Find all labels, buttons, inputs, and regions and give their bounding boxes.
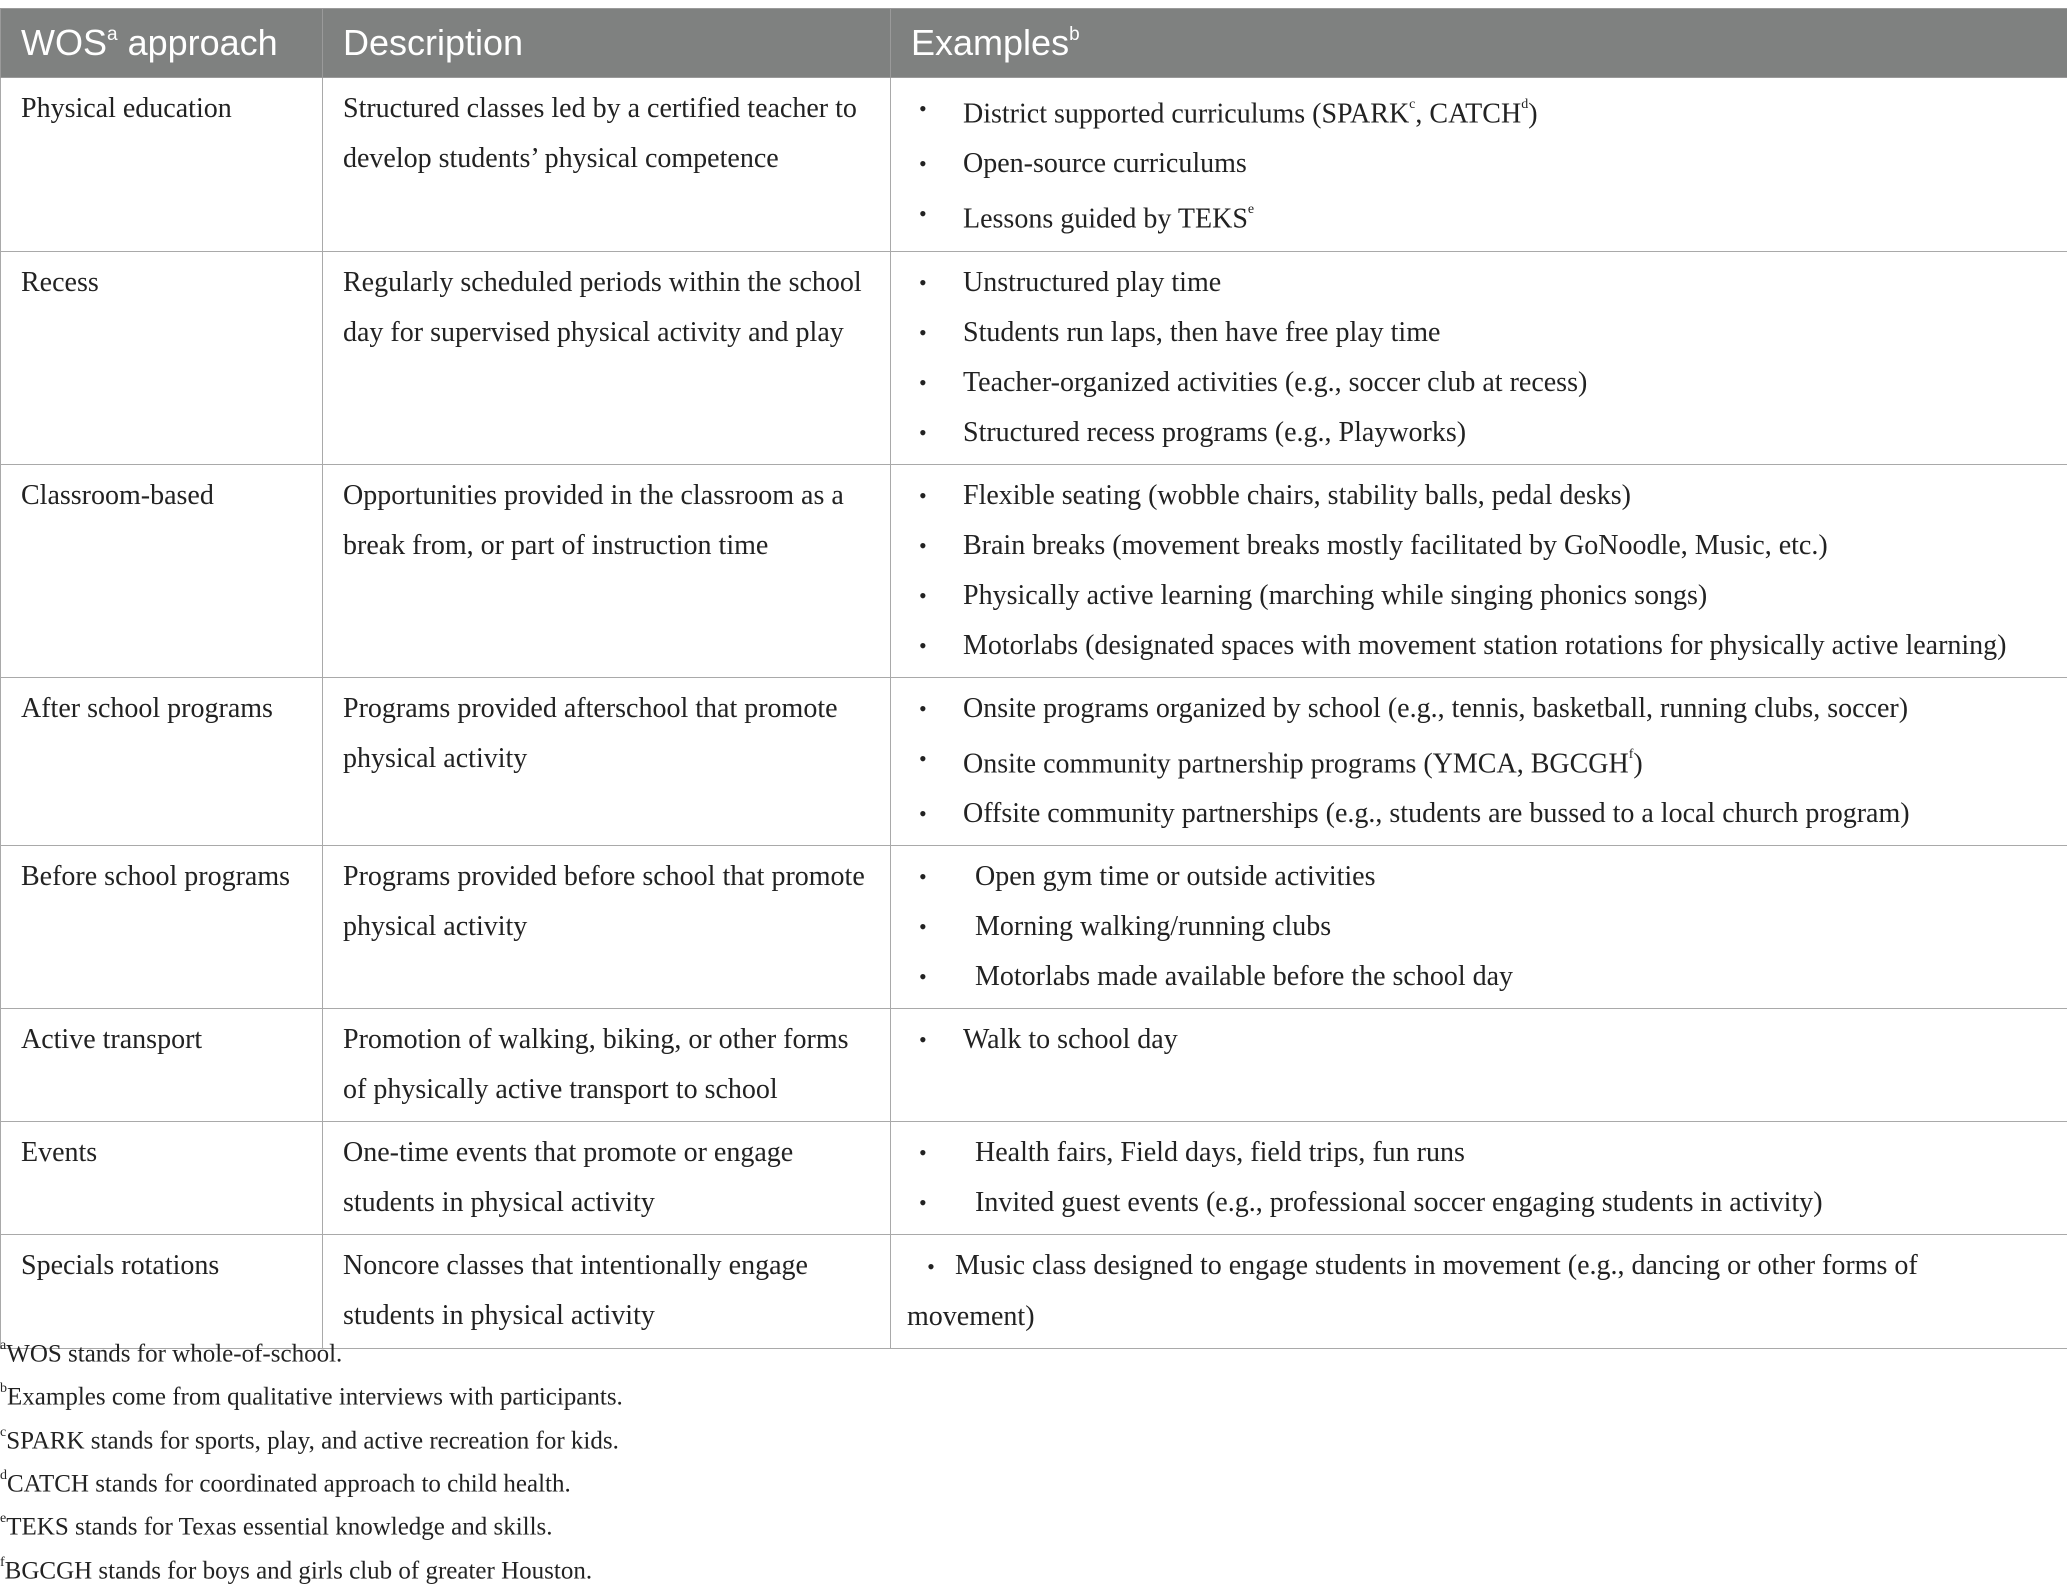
- list-item: • Onsite programs organized by school (e.g., tennis, basketball, running clubs, soccer): [907, 684, 2047, 734]
- table-container: [0, 8, 2067, 1349]
- bullet-icon: •: [919, 84, 927, 134]
- bullet-icon: •: [919, 521, 927, 571]
- bullet-icon: •: [919, 684, 927, 734]
- footnote-mark: a: [107, 24, 118, 45]
- footnotes: [0, 1330, 623, 1590]
- list-item: • Unstructured play time: [907, 258, 2047, 308]
- header-examples: Examples$^b$: [891, 9, 2067, 78]
- list-item: • Morning walking/running clubs: [907, 902, 2047, 952]
- list-item: • Students run laps, then have free play time: [907, 308, 2047, 358]
- bullet-icon: •: [919, 1178, 927, 1228]
- list-item: • Physically active learning (marching while singing phonics songs): [907, 571, 2047, 621]
- bullet-icon: •: [919, 621, 927, 671]
- footnote-mark: d: [0, 1468, 7, 1483]
- footnote-mark: a: [0, 1338, 6, 1353]
- examples-list: [907, 471, 2047, 671]
- examples-cell: [891, 845, 2067, 1008]
- footnote-mark: f: [1629, 747, 1634, 762]
- footnote-mark: d: [1521, 97, 1528, 112]
- examples-cell: [891, 251, 2067, 464]
- header-row: [1, 9, 2067, 78]
- description-cell: Regularly scheduled periods within the school day for supervised physical activity and play: [323, 251, 891, 464]
- examples-list: [907, 258, 2047, 458]
- bullet-icon: •: [919, 902, 927, 952]
- description-cell: Structured classes led by a certified teacher to develop students’ physical competence: [323, 78, 891, 252]
- table-row: [1, 251, 2067, 464]
- list-item: • Music class designed to engage students in movement (e.g., dancing or other forms of movement): [907, 1241, 2047, 1342]
- table-header: [1, 9, 2067, 78]
- list-item: • Motorlabs (designated spaces with movement station rotations for physically active learning): [907, 621, 2047, 671]
- footnote-mark: c: [1409, 97, 1415, 112]
- approach-cell: Physical education: [1, 78, 323, 252]
- bullet-icon: •: [919, 571, 927, 621]
- list-item: • Onsite community partnership programs (YMCA, BGCGH$^f$): [907, 734, 2047, 789]
- table-row: [1, 1121, 2067, 1234]
- list-item: • Teacher-organized activities (e.g., soccer club at recess): [907, 358, 2047, 408]
- bullet-icon: •: [919, 189, 927, 239]
- list-item: • District supported curriculums (SPARK$^c$, CATCH$^d$): [907, 84, 2047, 139]
- header-description: Description: [323, 9, 891, 78]
- bullet-icon: •: [919, 952, 927, 1002]
- description-cell: Programs provided before school that promote physical activity: [323, 845, 891, 1008]
- footnote: $^c$SPARK stands for sports, play, and active recreation for kids.: [0, 1417, 623, 1460]
- approach-cell: Active transport: [1, 1008, 323, 1121]
- footnote: $^b$Examples come from qualitative interviews with participants.: [0, 1373, 623, 1416]
- examples-cell: [891, 464, 2067, 677]
- footnote-mark: b: [0, 1381, 7, 1396]
- bullet-icon: •: [919, 258, 927, 308]
- footnote-mark: e: [0, 1511, 6, 1526]
- footnote: $^d$CATCH stands for coordinated approach to child health.: [0, 1460, 623, 1503]
- approach-cell: Events: [1, 1121, 323, 1234]
- approach-cell: Specials rotations: [1, 1234, 323, 1348]
- description-cell: Promotion of walking, biking, or other forms of physically active transport to school: [323, 1008, 891, 1121]
- header-approach: WOS$^a$ approach: [1, 9, 323, 78]
- footnote-mark: b: [1069, 24, 1080, 45]
- approach-cell: Before school programs: [1, 845, 323, 1008]
- list-item: • Open gym time or outside activities: [907, 852, 2047, 902]
- bullet-icon: •: [907, 1242, 955, 1292]
- table-row: [1, 78, 2067, 252]
- examples-list: [907, 84, 2047, 245]
- list-item: • Lessons guided by TEKS$^e$: [907, 189, 2047, 244]
- examples-cell: [891, 1121, 2067, 1234]
- list-item: • Health fairs, Field days, field trips, fun runs: [907, 1128, 2047, 1178]
- examples-list: [907, 1015, 2047, 1065]
- description-cell: One-time events that promote or engage students in physical activity: [323, 1121, 891, 1234]
- examples-cell: [891, 78, 2067, 252]
- list-item: • Motorlabs made available before the school day: [907, 952, 2047, 1002]
- bullet-icon: •: [919, 1128, 927, 1178]
- bullet-icon: •: [919, 1015, 927, 1065]
- examples-cell: [891, 677, 2067, 845]
- table-row: [1, 845, 2067, 1008]
- footnote-mark: e: [1248, 202, 1254, 217]
- bullet-icon: •: [919, 408, 927, 458]
- bullet-icon: •: [919, 852, 927, 902]
- approach-cell: After school programs: [1, 677, 323, 845]
- description-cell: Opportunities provided in the classroom as a break from, or part of instruction time: [323, 464, 891, 677]
- examples-list: [907, 852, 2047, 1002]
- table-row: [1, 677, 2067, 845]
- footnote: $^a$WOS stands for whole-of-school.: [0, 1330, 623, 1373]
- list-item: • Structured recess programs (e.g., Playworks): [907, 408, 2047, 458]
- table-row: [1, 464, 2067, 677]
- list-item: • Open-source curriculums: [907, 139, 2047, 189]
- table-body: [1, 78, 2067, 1349]
- description-cell: Programs provided afterschool that promote physical activity: [323, 677, 891, 845]
- bullet-icon: •: [919, 471, 927, 521]
- list-item: • Flexible seating (wobble chairs, stability balls, pedal desks): [907, 471, 2047, 521]
- wos-approach-table: [0, 8, 2067, 1349]
- footnote: $^e$TEKS stands for Texas essential knowledge and skills.: [0, 1503, 623, 1546]
- examples-list: [907, 684, 2047, 839]
- list-item: • Offsite community partnerships (e.g., students are bussed to a local church program): [907, 789, 2047, 839]
- bullet-icon: •: [919, 789, 927, 839]
- examples-list: [907, 1241, 2047, 1342]
- approach-cell: Classroom-based: [1, 464, 323, 677]
- list-item: • Brain breaks (movement breaks mostly facilitated by GoNoodle, Music, etc.): [907, 521, 2047, 571]
- bullet-icon: •: [919, 358, 927, 408]
- bullet-icon: •: [919, 139, 927, 189]
- examples-list: [907, 1128, 2047, 1228]
- list-item: • Invited guest events (e.g., professional soccer engaging students in activity): [907, 1178, 2047, 1228]
- approach-cell: Recess: [1, 251, 323, 464]
- list-item: • Walk to school day: [907, 1015, 2047, 1065]
- bullet-icon: •: [919, 308, 927, 358]
- bullet-icon: •: [919, 734, 927, 784]
- description-cell: Noncore classes that intentionally engage students in physical activity: [323, 1234, 891, 1348]
- table-row: [1, 1008, 2067, 1121]
- footnote-mark: c: [0, 1425, 6, 1440]
- examples-cell: [891, 1234, 2067, 1348]
- examples-cell: [891, 1008, 2067, 1121]
- footnote-mark: f: [0, 1555, 5, 1570]
- footnote: $^f$BGCGH stands for boys and girls club of greater Houston.: [0, 1547, 623, 1590]
